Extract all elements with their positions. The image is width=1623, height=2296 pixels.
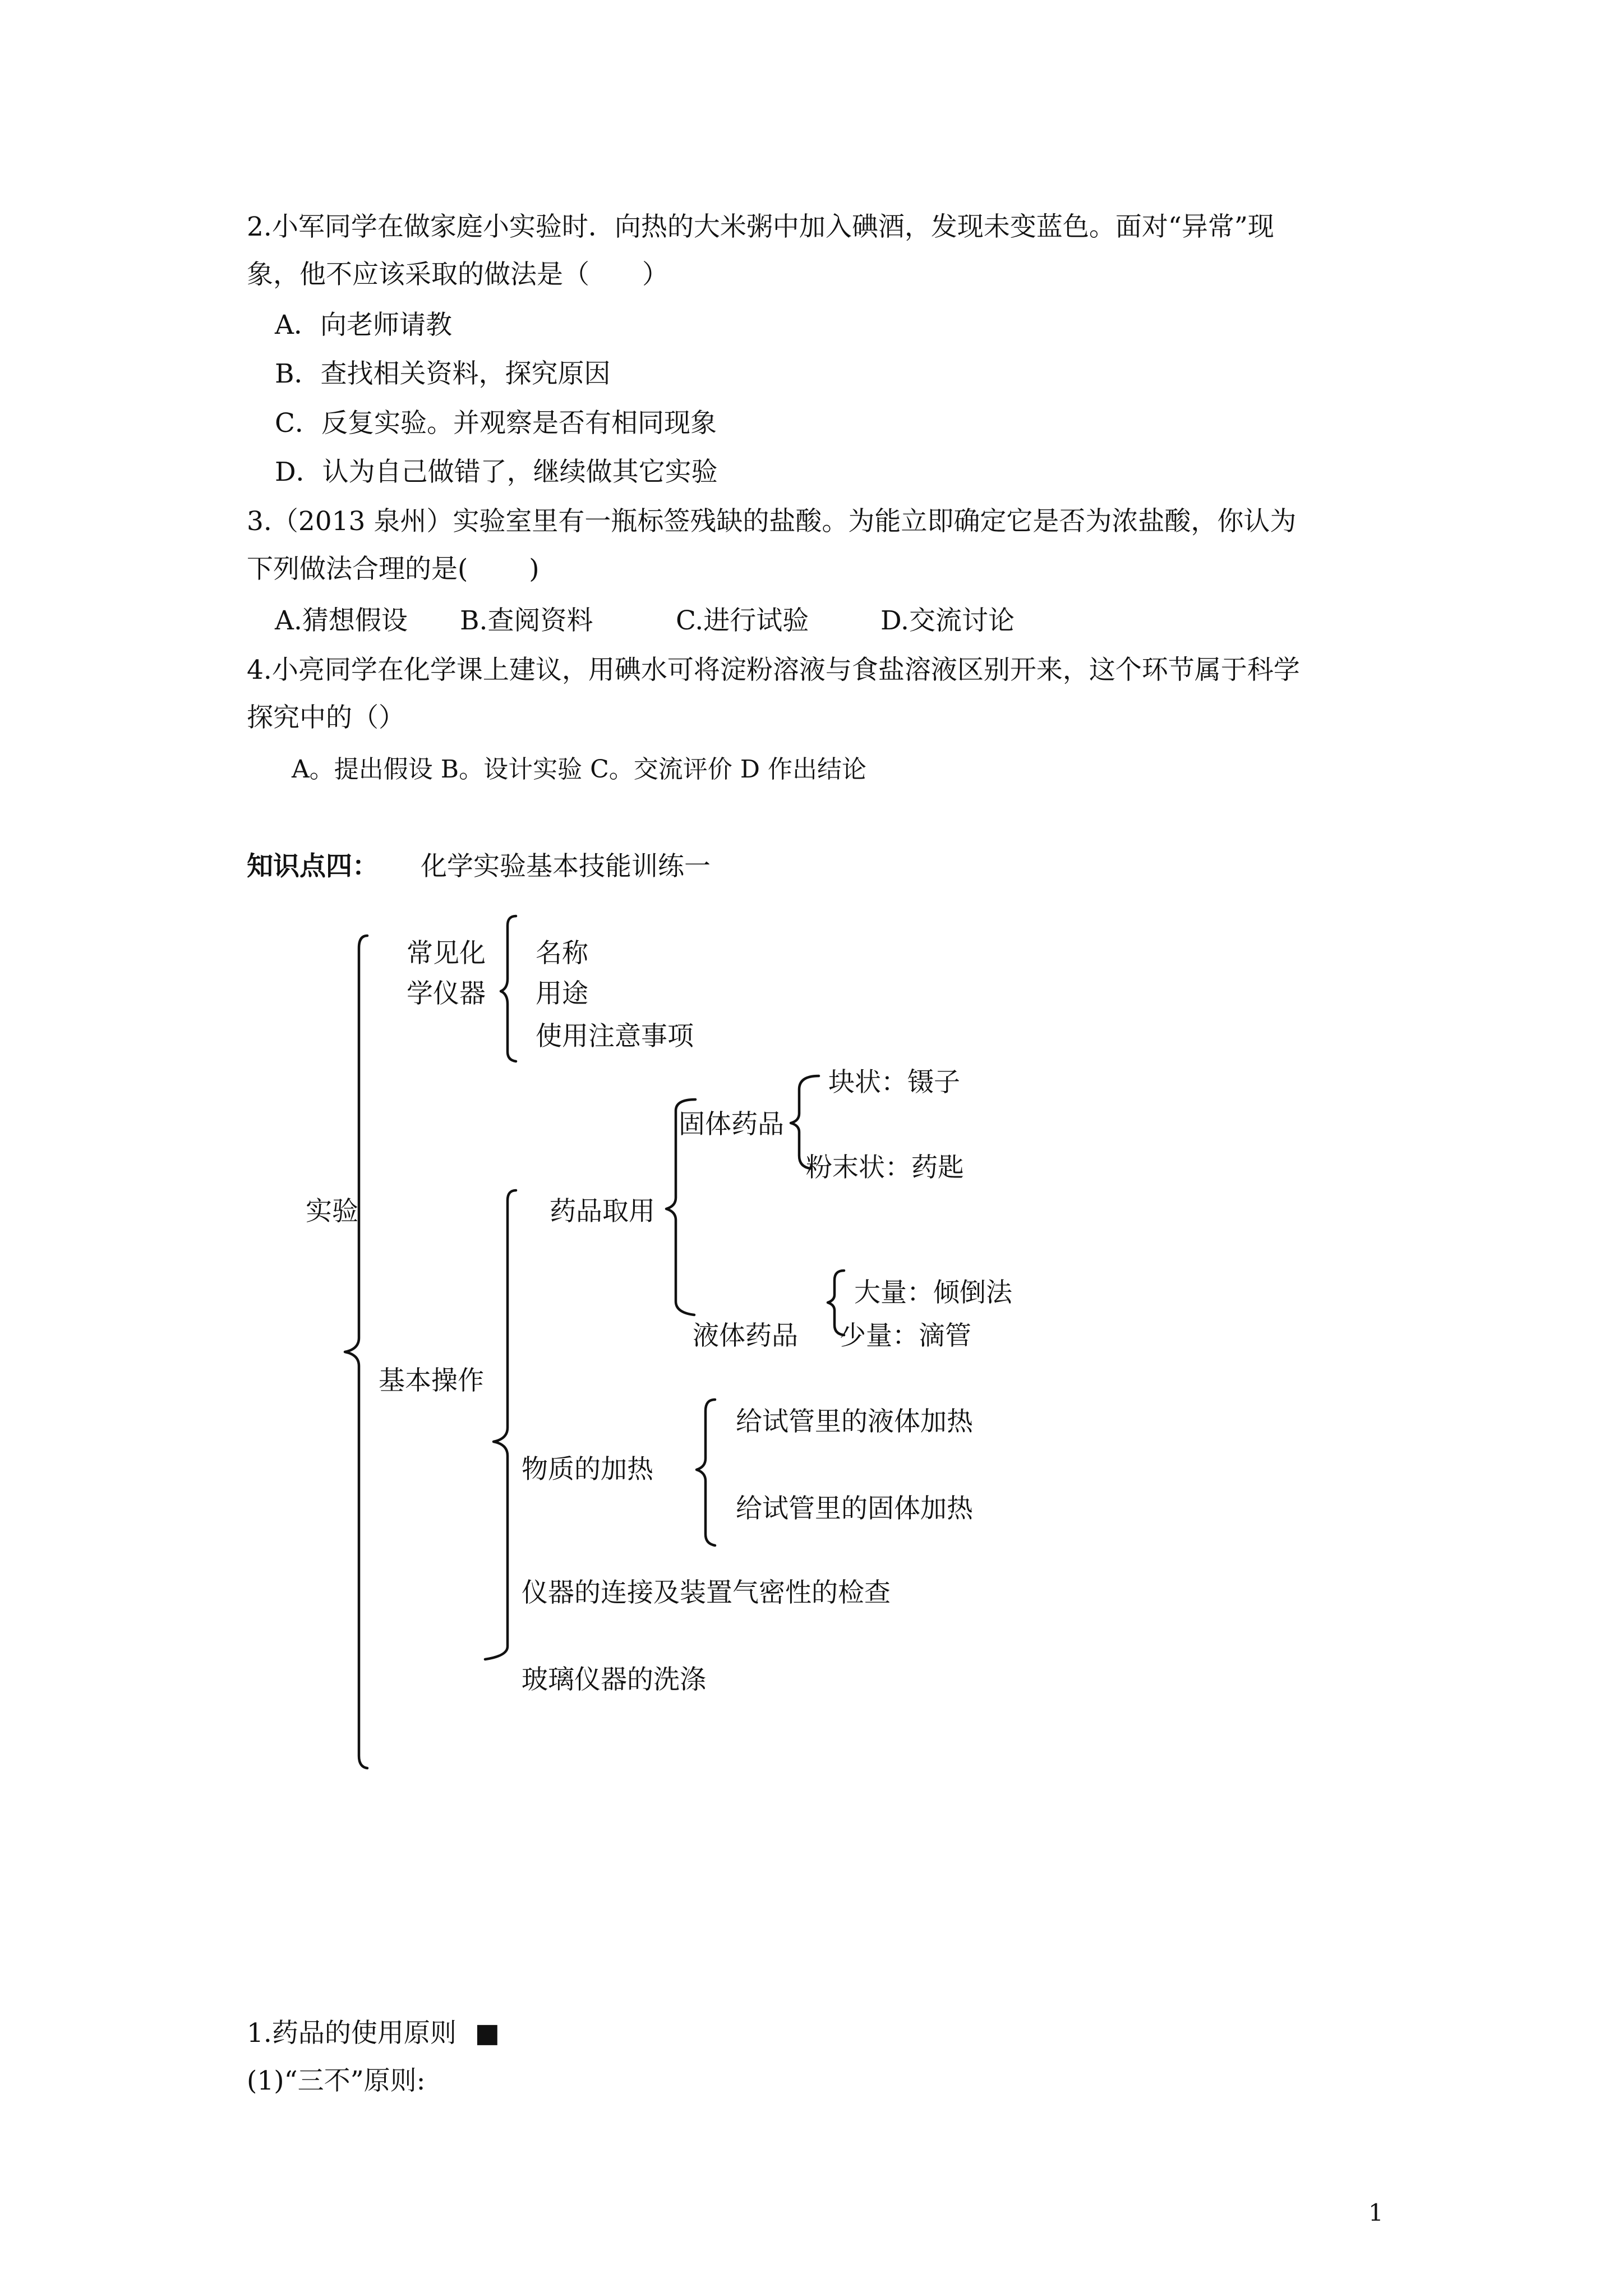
basic-ops-brace (485, 1190, 516, 1659)
wash-item: 玻璃仪器的洗涤 (522, 1664, 706, 1695)
solid-item-lump: 块状：镊子 (828, 1067, 960, 1098)
q2-option-c: C．反复实验。并观察是否有相同现象 (275, 408, 717, 439)
q4-stem-line2: 探究中的（） (247, 702, 405, 733)
heating-brace (697, 1400, 715, 1545)
q3-option-b: B.查阅资料 (460, 605, 593, 636)
instruments-item-name: 名称 (536, 938, 588, 969)
section-title: 化学实验基本技能训练一 (421, 851, 711, 882)
tree-root-label: 实验 (306, 1196, 358, 1227)
instruments-brace (501, 916, 516, 1061)
heating-item-solid: 给试管里的固体加热 (736, 1493, 973, 1524)
instruments-item-use: 用途 (536, 978, 588, 1009)
solid-label: 固体药品 (679, 1109, 784, 1140)
q3-stem-line2: 下列做法合理的是( ) (247, 554, 540, 585)
q3-option-d: D.交流讨论 (880, 605, 1015, 636)
liquid-label: 液体药品 (693, 1320, 798, 1351)
heating-label: 物质的加热 (522, 1454, 653, 1485)
instruments-label-line1: 常见化 (407, 938, 486, 969)
q3-option-a: A.猜想假设 (275, 605, 408, 636)
taking-label: 药品取用 (550, 1196, 655, 1227)
q2-stem-line2: 象，他不应该采取的做法是（ ） (247, 259, 668, 290)
instruments-label-line2: 学仪器 (407, 978, 486, 1009)
liquid-item-small: 少量：滴管 (840, 1320, 971, 1351)
q2-option-b: B．查找相关资料，探究原因 (275, 358, 611, 389)
principles-sub: (1)“三不”原则: (247, 2065, 426, 2096)
solid-item-powder: 粉末状：药匙 (806, 1152, 964, 1183)
q3-option-c: C.进行试验 (676, 605, 809, 636)
principles-heading-text: 1.药品的使用原则 (247, 2018, 457, 2049)
basic-ops-label: 基本操作 (379, 1365, 484, 1396)
root-brace (345, 936, 367, 1768)
q2-stem-line1: 2.小军同学在做家庭小实验时．向热的大米粥中加入碘酒，发现未变蓝色。面对“异常”现 (247, 211, 1274, 242)
heating-item-liquid: 给试管里的液体加热 (736, 1406, 973, 1437)
principles-heading (247, 2017, 500, 2050)
instruments-item-caution: 使用注意事项 (536, 1021, 694, 1052)
q3-stem-line1: 3.（2013 泉州）实验室里有一瓶标签残缺的盐酸。为能立即确定它是否为浓盐酸，你认为 (247, 506, 1297, 537)
q2-option-d: D．认为自己做错了，继续做其它实验 (275, 457, 718, 487)
liquid-item-large: 大量：倾倒法 (854, 1277, 1012, 1308)
section-label: 知识点四： (247, 851, 379, 882)
square-marker-icon: ■ (474, 2018, 500, 2049)
q4-options: A。提出假设 B。设计实验 C。交流评价 D 作出结论 (292, 755, 866, 784)
q4-stem-line1: 4.小亮同学在化学课上建议，用碘水可将淀粉溶液与食盐溶液区别开来，这个环节属于科学 (247, 655, 1300, 685)
page-number: 1 (1368, 2199, 1384, 2226)
connect-item: 仪器的连接及装置气密性的检查 (522, 1577, 891, 1608)
q2-option-a: A．向老师请教 (275, 310, 452, 341)
